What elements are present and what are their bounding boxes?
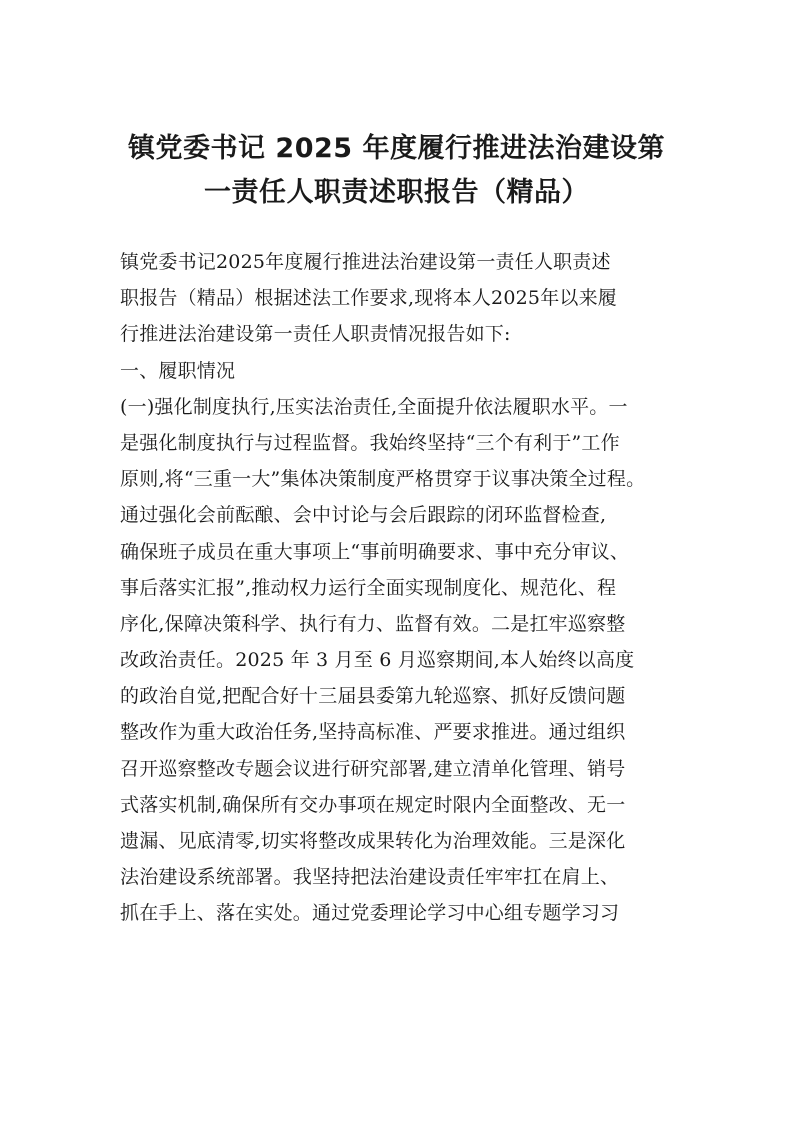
body-line: 改政治责任。2025 年 3 月至 6 月巡察期间,本人始终以高度: [120, 649, 635, 672]
body-line: 职报告（精品）根据述法工作要求,现将本人2025年以来履: [120, 287, 617, 310]
section-heading: 一、履职情况: [120, 359, 236, 382]
body-line: 序化,保障决策科学、执行有力、监督有效。二是扛牢巡察整: [120, 612, 626, 635]
body-line: 式落实机制,确保所有交办事项在规定时限内全面整改、无一: [120, 793, 626, 816]
body-line: 遗漏、见底清零,切实将整改成果转化为治理效能。三是深化: [120, 830, 626, 852]
body-line: 通过强化会前酝酿、会中讨论与会后跟踪的闭环监督检查,: [120, 504, 607, 527]
body-line: 行推进法治建设第一责任人职责情况报告如下:: [120, 323, 511, 346]
body-line: 整改作为重大政治任务,坚持高标准、严要求推进。通过组织: [120, 721, 626, 744]
body-line: (一)强化制度执行,压实法治责任,全面提升依法履职水平。一: [120, 395, 628, 418]
body-line: 事后落实汇报”,推动权力运行全面实现制度化、规范化、程: [120, 576, 617, 599]
body-line: 是强化制度执行与过程监督。我始终坚持“三个有利于”工作: [120, 431, 620, 454]
document-body: [120, 244, 690, 932]
body-line: 镇党委书记2025年度履行推进法治建设第一责任人职责述: [120, 251, 611, 273]
body-line: 的政治自觉,把配合好十三届县委第九轮巡察、抓好反馈问题: [120, 685, 626, 708]
body-line: 原则,将“三重一大”集体决策制度严格贯穿于议事决策全过程。: [120, 468, 646, 491]
document-title-line-2: 一责任人职责述职报告（精品）: [204, 177, 589, 208]
body-line: 抓在手上、落在实处。通过党委理论学习中心组专题学习习: [120, 902, 620, 925]
document-title-line-1: 镇党委书记 2025 年度履行推进法治建设第: [128, 133, 665, 164]
body-line: 法治建设系统部署。我坚持把法治建设责任牢牢扛在肩上、: [120, 866, 620, 889]
body-line: 召开巡察整改专题会议进行研究部署,建立清单化管理、销号: [120, 757, 626, 780]
body-line: 确保班子成员在重大事项上“事前明确要求、事中充分审议、: [120, 540, 630, 563]
